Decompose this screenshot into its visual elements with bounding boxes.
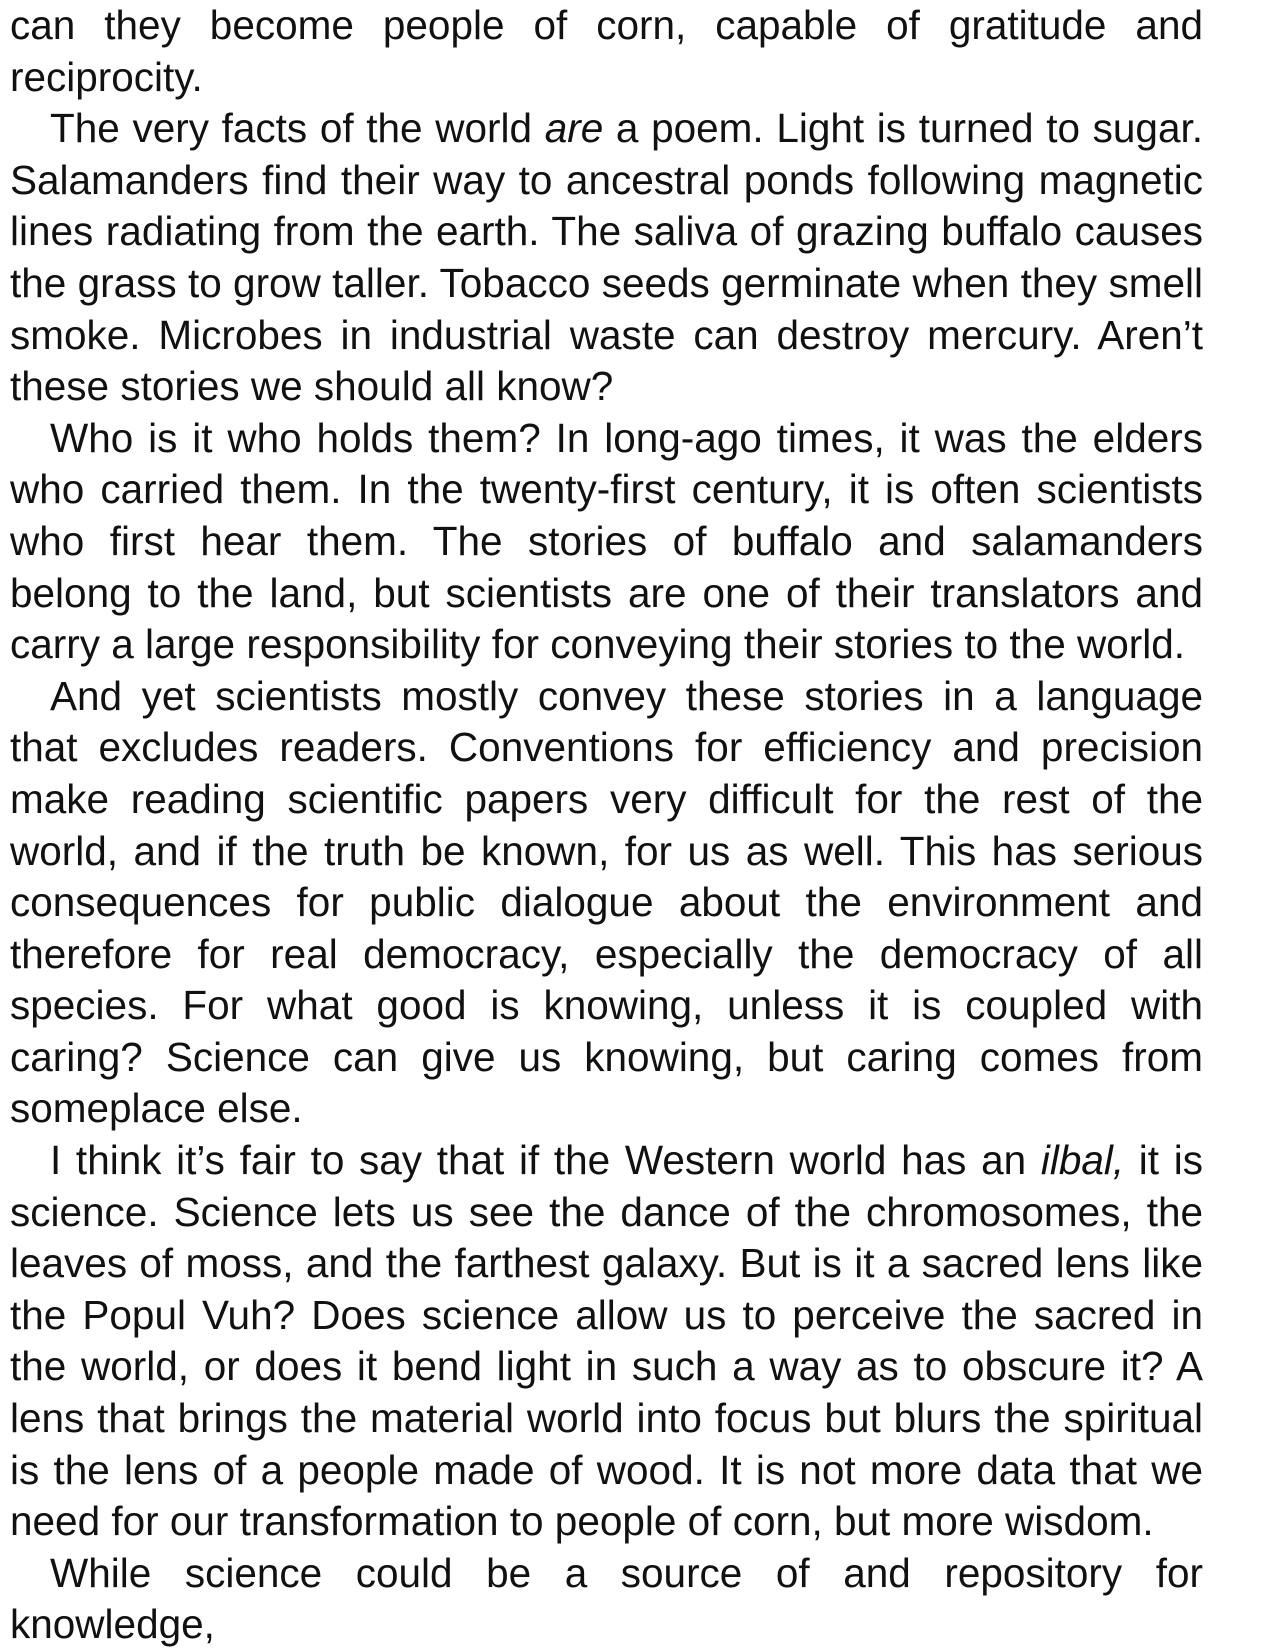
paragraph-ilbal-science: [10, 1135, 1203, 1548]
text-run: The very facts of the world: [50, 105, 545, 152]
text-run: it is science. Science lets us see the dance of the chromosomes, the leaves of moss, and the farthest galaxy. But is it a sacred lens like the Popul Vuh? Does science allow us to perceive the sacred in the world, or does it bend light in such a way as to obscure it? A lens that brings the material world into focus but blurs the spiritual is the lens of a people made of wood. It is not more data that we need for our transformation to people of corn, but more wisdom.: [10, 1137, 1203, 1545]
paragraph-scientists-language: [10, 671, 1203, 1135]
paragraph-who-holds-them: [10, 413, 1203, 671]
text-run: can they become people of corn, capable of gratitude and reciprocity.: [10, 2, 1203, 100]
paragraph-facts-of-the-world: [10, 103, 1203, 413]
paragraph-science-repository: [10, 1548, 1203, 1651]
italic-run: ilbal,: [1040, 1137, 1125, 1184]
paragraph-continued: [10, 0, 1203, 103]
text-run: And yet scientists mostly convey these stories in a language that excludes readers. Conventions for efficiency and precision make reading scientific papers very difficult for the rest of the world, and if the truth be known, for us as well. This has serious consequences for public dialogue about the environment and therefore for real democracy, especially the democracy of all species. For what good is knowing, unless it is coupled with caring? Science can give us knowing, but caring comes from someplace else.: [10, 672, 1203, 1132]
book-page: [10, 0, 1203, 1651]
text-run: Who is it who holds them? In long-ago times, it was the elders who carried them. In the twenty-first century, it is often scientists who first hear them. The stories of buffalo and salamanders belong to the land, but scientists are one of their translators and carry a large responsibility for conveying their stories to the world.: [10, 414, 1203, 668]
italic-run: are: [544, 105, 604, 152]
text-run: a poem. Light is turned to sugar. Salamanders find their way to ancestral ponds following magnetic lines radiating from the earth. The saliva of grazing buffalo causes the grass to grow taller. Tobacco seeds germinate when they smell smoke. Microbes in industrial waste can destroy mercury. Aren’t these stories we should all know?: [10, 105, 1203, 410]
text-run: I think it’s fair to say that if the Western world has an: [50, 1137, 1041, 1184]
text-run: While science could be a source of and repository for knowledge,: [10, 1549, 1203, 1648]
